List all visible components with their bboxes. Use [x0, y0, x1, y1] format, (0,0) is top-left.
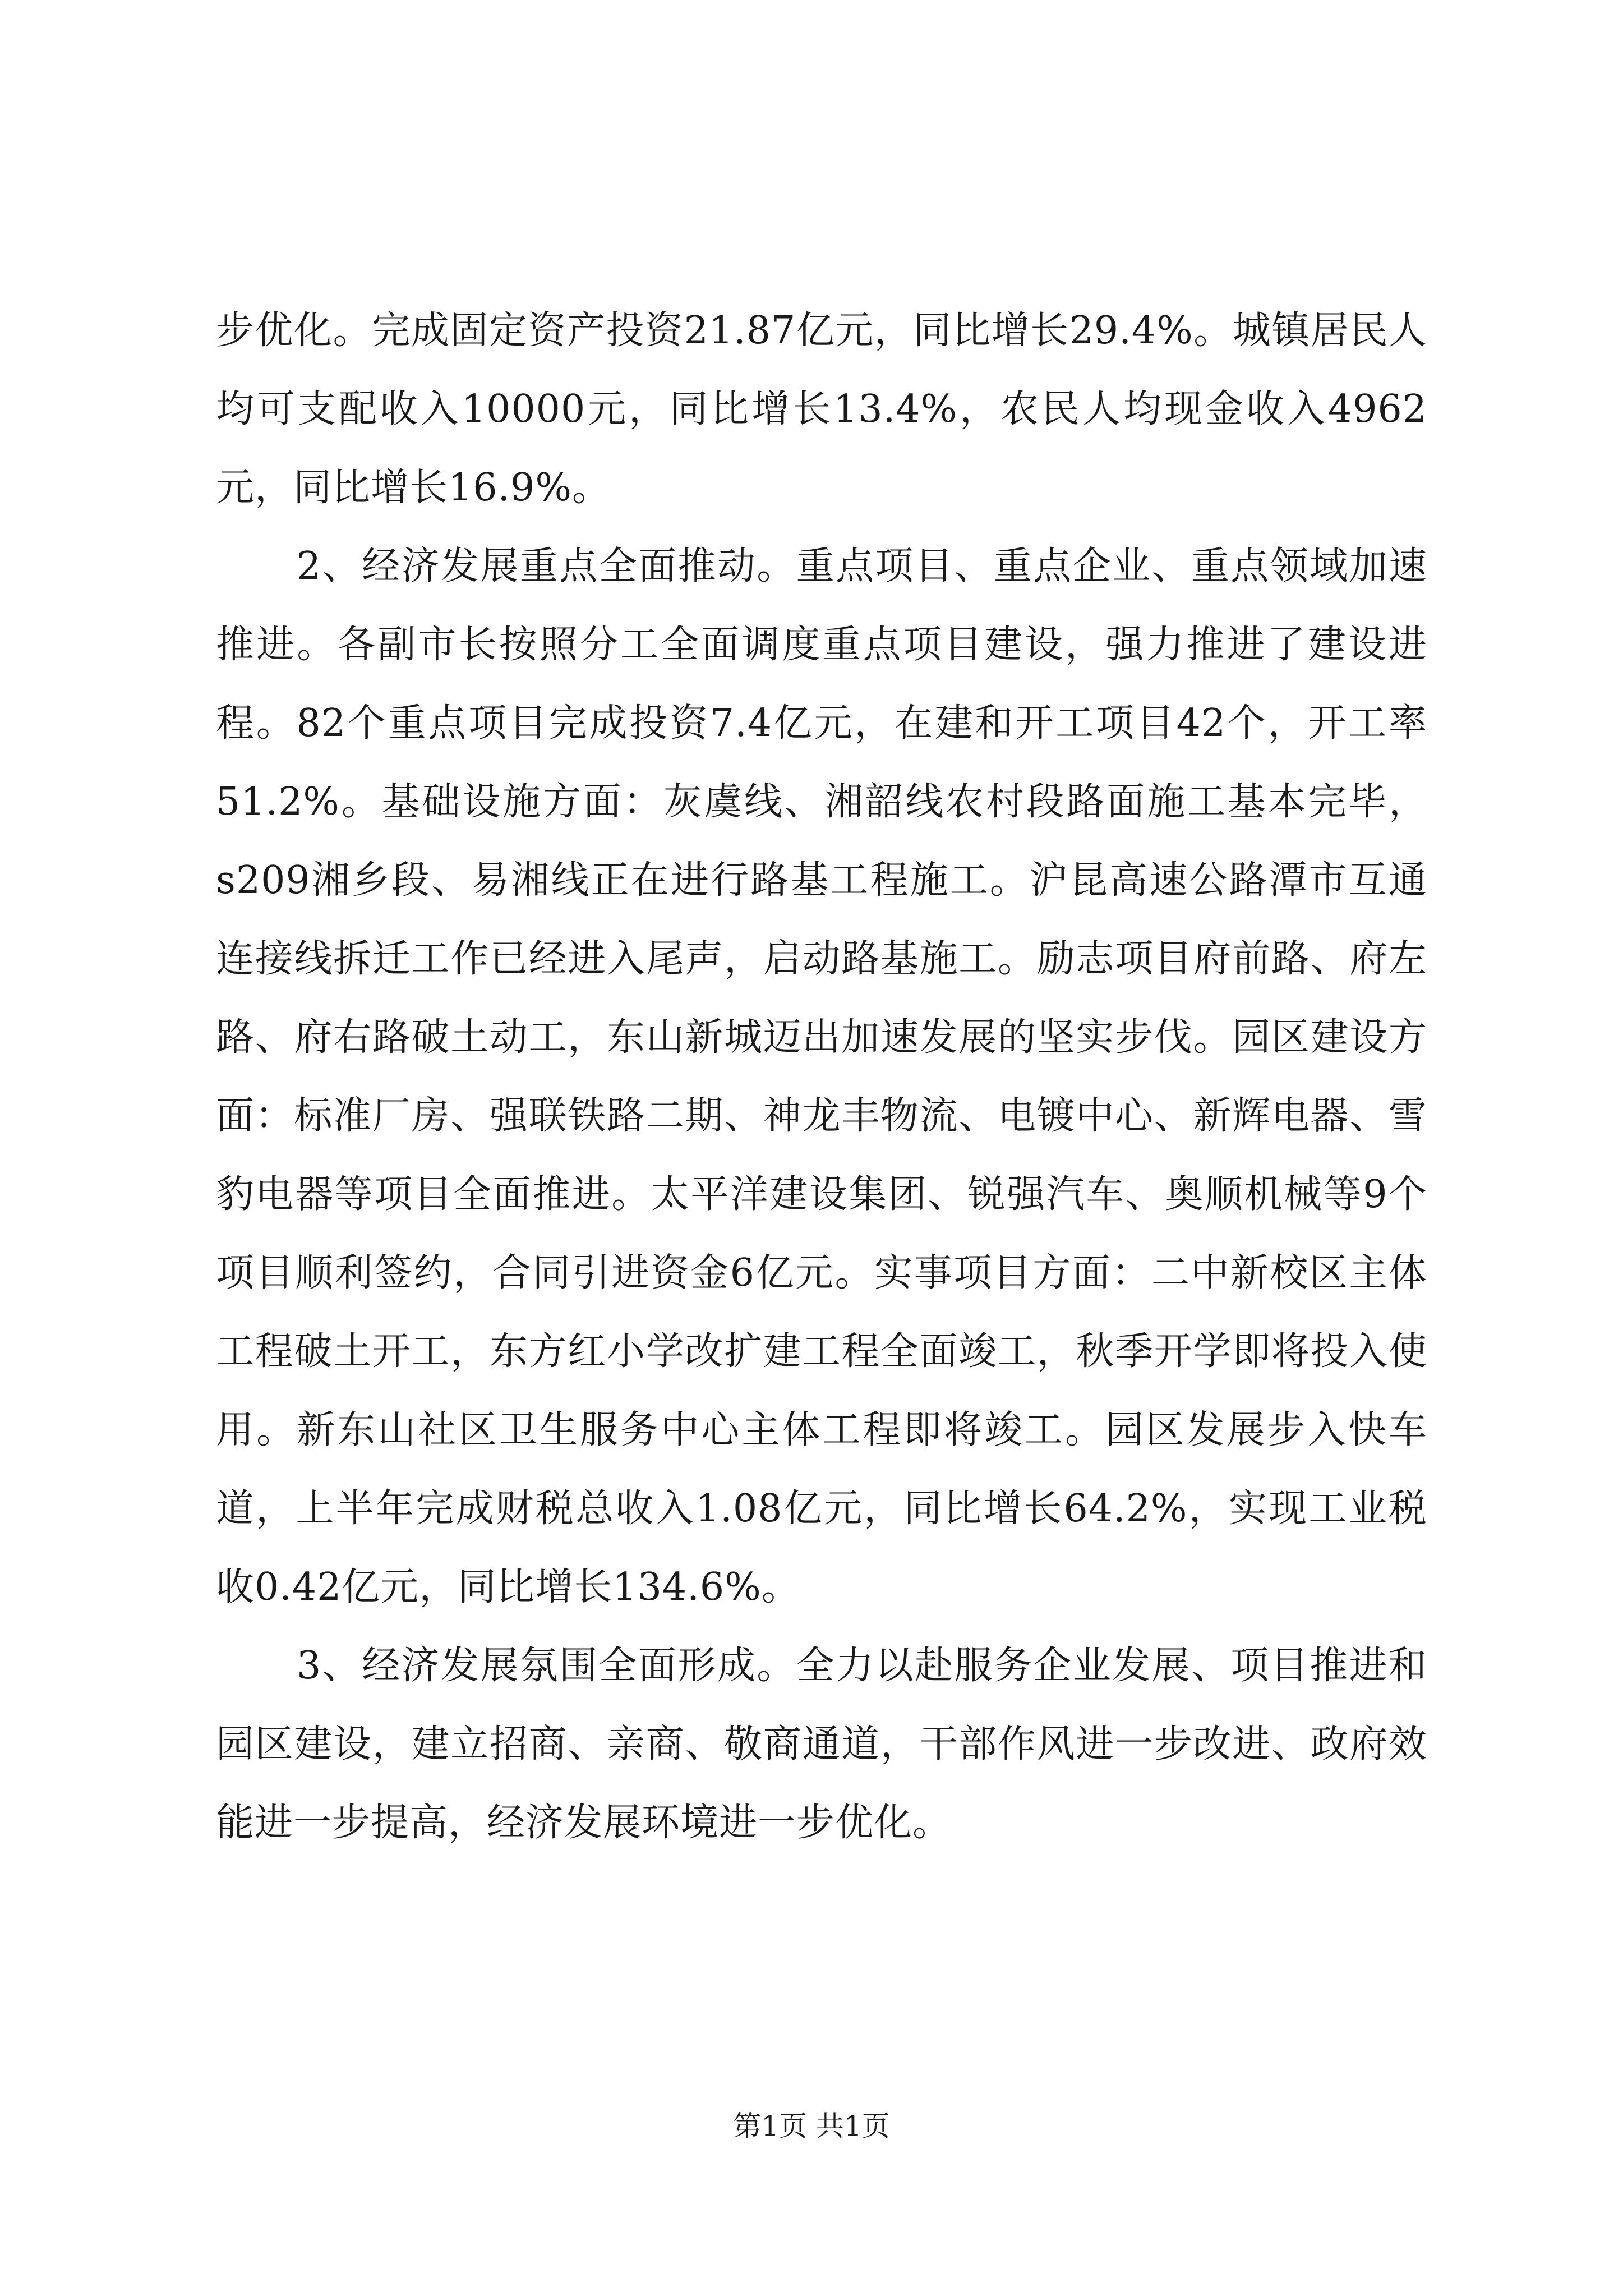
document-body — [216, 292, 1427, 1862]
paragraph-development-atmosphere: 3、经济发展氛围全面形成。全力以赴服务企业发展、项目推进和园区建设，建立招商、亲商、敬商通道，干部作风进一步改进、政府效能进一步提高，经济发展环境进一步优化。 — [216, 1644, 1427, 1845]
paragraph-key-projects: 2、经济发展重点全面推动。重点项目、重点企业、重点领域加速推进。各副市长按照分工全面调度重点项目建设，强力推进了建设进程。82个重点项目完成投资7.4亿元，在建和开工项目42个，开工率51.2%。基础设施方面：灰虞线、湘韶线农村段路面施工基本完毕，s209湘乡段、易湘线正在进行路基工程施工。沪昆高速公路潭市互通连接线拆迁工作已经进入尾声，启动路基施工。励志项目府前路、府左路、府右路破土动工，东山新城迈出加速发展的坚实步伐。园区建设方面：标准厂房、强联铁路二期、神龙丰物流、电镀中心、新辉电器、雪豹电器等项目全面推进。太平洋建设集团、锐强汽车、奥顺机械等9个项目顺利签约，合同引进资金6亿元。实事项目方面：二中新校区主体工程破土开工，东方红小学改扩建工程全面竣工，秋季开学即将投入使用。新东山社区卫生服务中心主体工程即将竣工。园区发展步入快车道，上半年完成财税总收入1.08亿元，同比增长64.2%，实现工业税收0.42亿元，同比增长134.6%。 — [216, 544, 1427, 1609]
paragraph-continuation: 步优化。完成固定资产投资21.87亿元，同比增长29.4%。城镇居民人均可支配收入10000元，同比增长13.4%，农民人均现金收入4962元，同比增长16.9%。 — [216, 309, 1427, 510]
page-footer: 第1页 共1页 — [733, 2110, 890, 2142]
